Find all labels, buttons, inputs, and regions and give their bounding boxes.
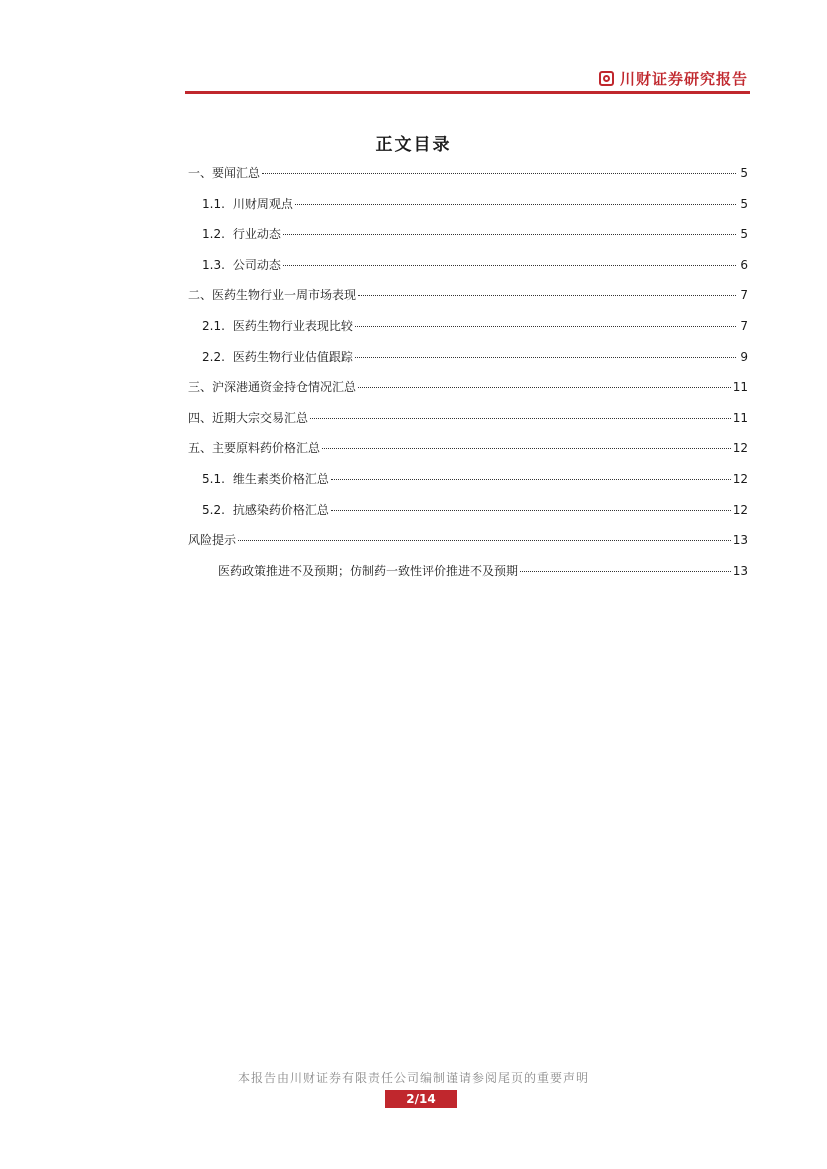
- toc-entry[interactable]: [188, 164, 748, 195]
- leader-dots: [331, 479, 731, 480]
- leader-dots: [358, 295, 736, 296]
- toc-entry-text: 医药生物行业估值跟踪: [232, 349, 353, 364]
- toc-entry-number: 1.3.: [202, 257, 225, 272]
- chuancai-logo-icon: [599, 71, 614, 86]
- toc-entry-page: 12: [732, 441, 748, 456]
- toc-entry-page: 11: [732, 380, 748, 395]
- toc-entry[interactable]: [188, 195, 748, 226]
- toc-entry[interactable]: [188, 470, 748, 501]
- toc-entry-text: 医药生物行业表现比较: [232, 318, 353, 333]
- toc-entry-text: 行业动态: [232, 227, 281, 242]
- toc-entry-page: 9: [740, 349, 748, 364]
- leader-dots: [355, 357, 736, 358]
- leader-dots: [355, 326, 736, 327]
- page-number: 2/14: [385, 1090, 457, 1108]
- toc-entry[interactable]: [188, 562, 748, 593]
- leader-dots: [520, 571, 731, 572]
- toc-entry-page: 7: [740, 318, 748, 333]
- toc-entry[interactable]: [188, 286, 748, 317]
- leader-dots: [262, 173, 736, 174]
- leader-dots: [310, 418, 731, 419]
- toc-entry[interactable]: [188, 317, 748, 348]
- toc-entry-text: 四、近期大宗交易汇总: [188, 410, 309, 425]
- toc-entry-page: 12: [732, 471, 748, 486]
- leader-dots: [322, 448, 731, 449]
- toc-entry-number: 2.1.: [202, 318, 225, 333]
- toc-title: 正文目录: [375, 135, 452, 155]
- header-rule: [185, 91, 750, 94]
- leader-dots: [295, 204, 736, 205]
- page-header: [185, 64, 750, 94]
- toc-entry-text: 公司动态: [232, 257, 281, 272]
- toc-entry-number: 1.1.: [202, 196, 225, 211]
- leader-dots: [358, 387, 731, 388]
- toc-entry-text: 三、沪深港通资金持仓情况汇总: [188, 380, 357, 395]
- toc-entry[interactable]: [188, 348, 748, 379]
- toc-entry[interactable]: [188, 409, 748, 440]
- toc-entry-text: 维生素类价格汇总: [232, 471, 329, 486]
- toc-entry-text: 川财周观点: [232, 196, 293, 211]
- leader-dots: [283, 265, 736, 266]
- toc-entry[interactable]: [188, 256, 748, 287]
- toc-entry-page: 13: [732, 533, 748, 548]
- toc-entry-page: 5: [740, 166, 748, 180]
- toc-entry-text: 医药政策推进不及预期；仿制药一致性评价推进不及预期: [218, 563, 519, 578]
- leader-dots: [238, 540, 731, 541]
- toc-entry-page: 5: [740, 227, 748, 242]
- toc-entry-page: 5: [740, 196, 748, 211]
- leader-dots: [283, 234, 736, 235]
- toc-entry[interactable]: [188, 378, 748, 409]
- toc-entry-text: 风险提示: [188, 533, 237, 548]
- brand-name: 川财证券研究报告: [619, 70, 748, 88]
- toc-entry[interactable]: [188, 439, 748, 470]
- toc-entry-text: 抗感染药价格汇总: [232, 502, 329, 517]
- table-of-contents: [188, 164, 748, 592]
- brand: [599, 68, 748, 89]
- leader-dots: [331, 510, 731, 511]
- toc-entry-number: 5.2.: [202, 502, 225, 517]
- toc-entry-number: 5.1.: [202, 471, 225, 486]
- toc-entry-text: 五、主要原料药价格汇总: [188, 441, 321, 456]
- toc-entry-text: 二、医药生物行业一周市场表现: [188, 288, 357, 303]
- toc-entry[interactable]: [188, 501, 748, 532]
- toc-entry-number: 1.2.: [202, 227, 225, 242]
- toc-entry-page: 7: [740, 288, 748, 303]
- toc-entry-page: 11: [732, 410, 748, 425]
- toc-entry-text: 一、要闻汇总: [188, 166, 261, 180]
- toc-entry-page: 6: [740, 257, 748, 272]
- toc-entry[interactable]: [188, 531, 748, 562]
- footer-disclaimer: 本报告由川财证券有限责任公司编制谨请参阅尾页的重要声明: [237, 1071, 589, 1085]
- toc-entry-page: 13: [732, 563, 748, 578]
- toc-entry-number: 2.2.: [202, 349, 225, 364]
- toc-entry[interactable]: [188, 225, 748, 256]
- toc-entry-page: 12: [732, 502, 748, 517]
